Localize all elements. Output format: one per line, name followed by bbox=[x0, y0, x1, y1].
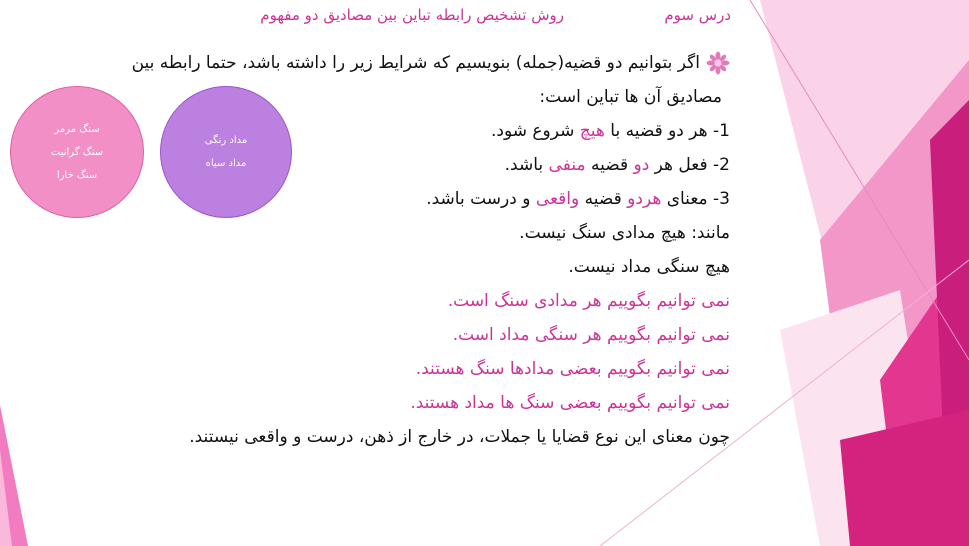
example-1: مانند: هیچ مدادی سنگ نیست. bbox=[519, 223, 730, 243]
condition-3 bbox=[30, 182, 730, 216]
stone-item: سنگ گرانیت bbox=[50, 146, 104, 158]
condition-3-text-end: و درست باشد. bbox=[426, 189, 536, 209]
condition-2 bbox=[30, 148, 730, 182]
pencil-item: مداد سیاه bbox=[205, 158, 247, 169]
pencil-item: مداد رنگی bbox=[204, 135, 248, 146]
slide-body bbox=[30, 46, 730, 454]
condition-2-highlight-2: منفی bbox=[548, 155, 586, 175]
slide-title: روش تشخیص رابطه تباین بین مصادیق دو مفهوم bbox=[260, 6, 564, 24]
negation-2: نمی توانیم بگوییم هر سنگی مداد است. bbox=[452, 325, 730, 345]
condition-3-text: 3- معنای bbox=[661, 189, 730, 209]
stone-item: سنگ خارا bbox=[56, 169, 98, 181]
negation-4: نمی توانیم بگوییم بعضی سنگ ها مداد هستند. bbox=[410, 393, 730, 413]
example-2: هیچ سنگی مداد نیست. bbox=[568, 257, 730, 277]
negation-1: نمی توانیم بگوییم هر مدادی سنگ است. bbox=[447, 291, 730, 311]
flower-bullet-icon bbox=[706, 51, 730, 75]
condition-1-text: 1- هر دو قضیه با bbox=[604, 121, 730, 141]
intro-text-1: اگر بتوانیم دو قضیه(جمله) بنویسیم که شرایط زیر را داشته باشد، حتما رابطه بین bbox=[131, 53, 700, 73]
condition-2-text: 2- فعل هر bbox=[649, 155, 730, 175]
condition-1-text-end: شروع شود. bbox=[490, 121, 580, 141]
condition-2-text-end: باشد. bbox=[504, 155, 549, 175]
condition-2-text-mid: قضیه bbox=[585, 155, 634, 175]
condition-1 bbox=[30, 114, 730, 148]
condition-3-highlight-1: هردو bbox=[627, 189, 662, 209]
condition-3-text-mid: قضیه bbox=[579, 189, 628, 209]
lesson-label: درس سوم bbox=[664, 6, 731, 24]
intro-line-1 bbox=[30, 46, 730, 80]
stone-item: سنگ مرمر bbox=[54, 123, 100, 135]
negation-3: نمی توانیم بگوییم بعضی مدادها سنگ هستند. bbox=[415, 359, 730, 379]
intro-line-2: مصادیق آن ها تباین است: bbox=[539, 87, 722, 107]
condition-1-highlight: هیچ bbox=[579, 121, 605, 141]
condition-3-highlight-2: واقعی bbox=[535, 189, 580, 209]
conclusion: چون معنای این نوع قضایا یا جملات، در خارج از ذهن، درست و واقعی نیستند. bbox=[189, 427, 730, 447]
condition-2-highlight-1: دو bbox=[633, 155, 650, 175]
